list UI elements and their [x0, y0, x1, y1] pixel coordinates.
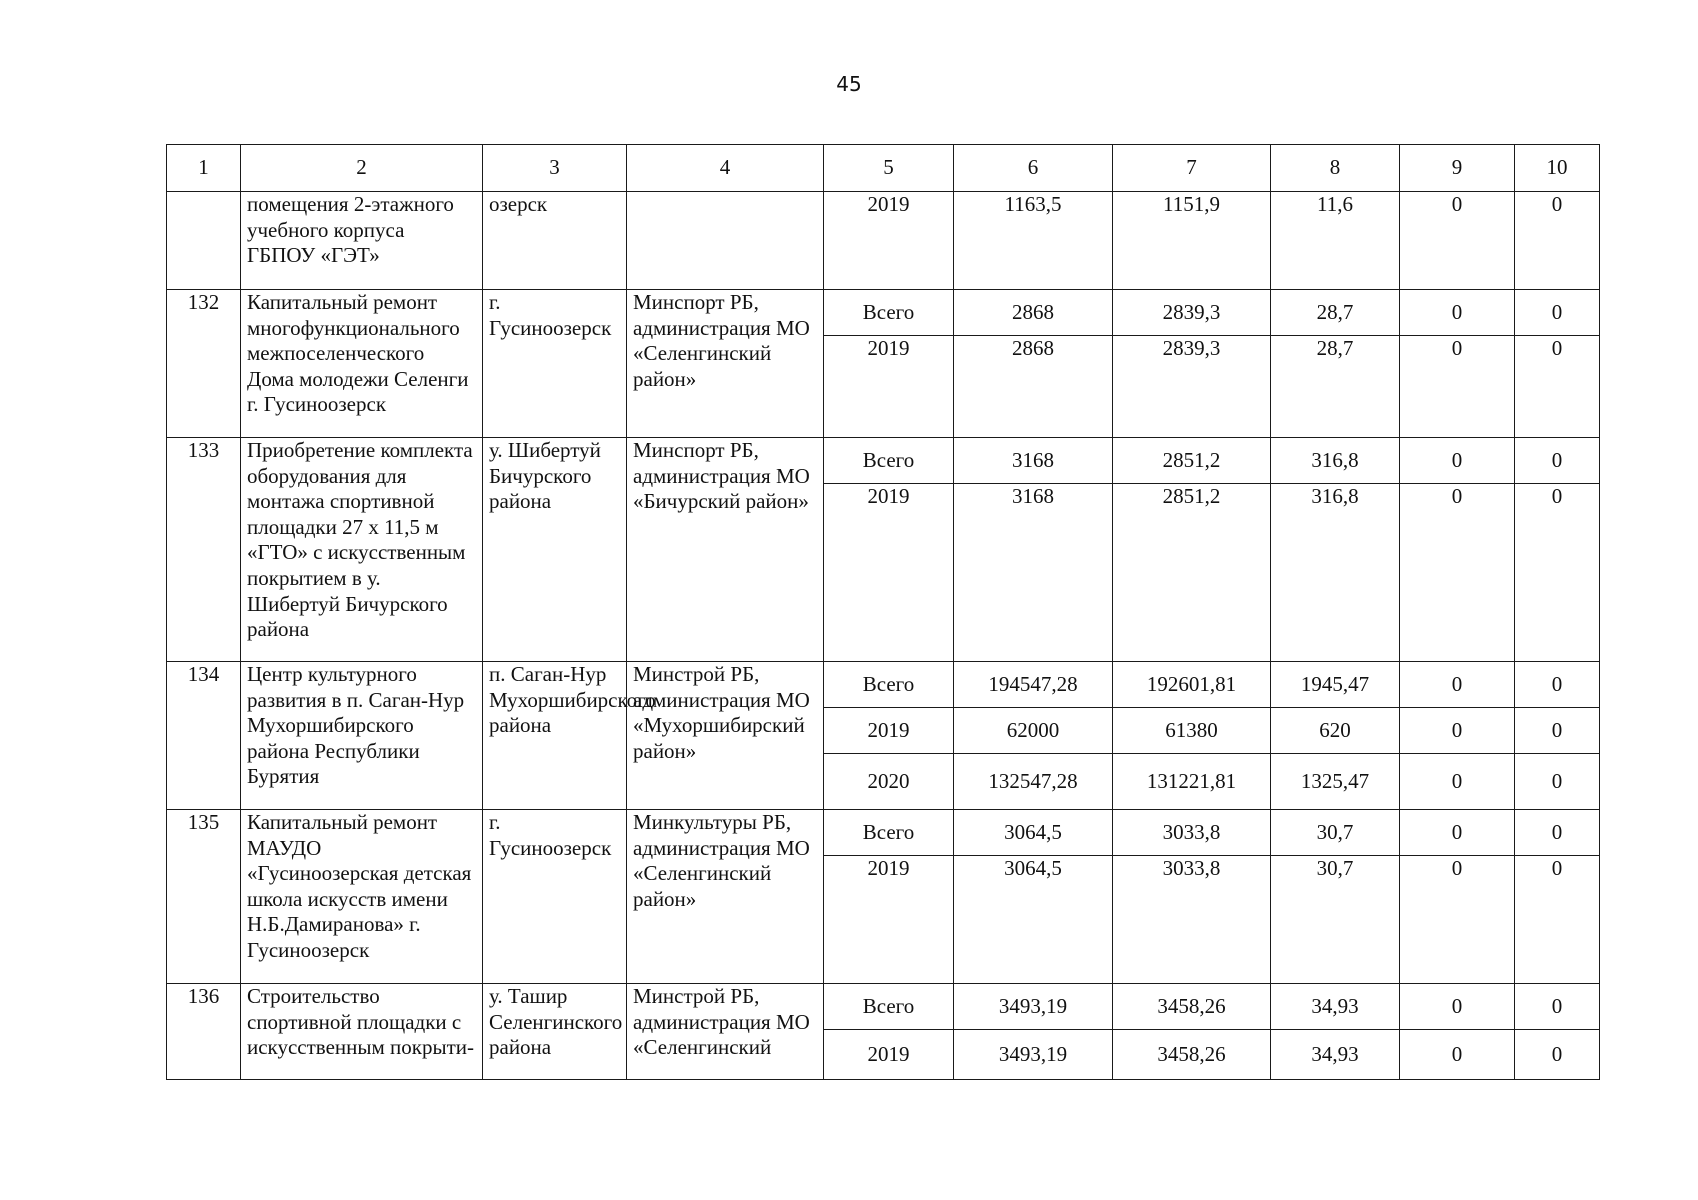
program-table	[166, 144, 1600, 1080]
value-cell: 0	[1515, 1030, 1600, 1080]
value-cell: 3168	[954, 438, 1113, 484]
header-row	[167, 145, 1600, 192]
value-cell: 131221,81	[1113, 754, 1271, 810]
period-cell: 2019	[824, 856, 954, 984]
value-cell: 0	[1400, 754, 1515, 810]
header-cell: 9	[1400, 145, 1515, 192]
period-cell: 2019	[824, 1030, 954, 1080]
value-cell: 1151,9	[1113, 192, 1271, 290]
continued-row	[167, 192, 1600, 290]
value-cell: 0	[1400, 438, 1515, 484]
value-cell: 0	[1400, 192, 1515, 290]
value-cell: 1325,47	[1271, 754, 1400, 810]
value-cell: 0	[1515, 192, 1600, 290]
header-cell: 8	[1271, 145, 1400, 192]
object-name-cell: Капитальный ремонт многофункционального межпоселенческого Дома молодежи Селенги г. Гусиноозерск	[241, 290, 483, 438]
page-number: 45	[836, 72, 862, 96]
row-number-cell	[167, 192, 241, 290]
value-cell: 0	[1515, 336, 1600, 438]
value-cell: 3458,26	[1113, 984, 1271, 1030]
row-number-cell: 133	[167, 438, 241, 662]
value-cell: 3493,19	[954, 984, 1113, 1030]
value-cell: 0	[1515, 984, 1600, 1030]
object-name-cell: помещения 2-этажного учебного корпуса ГБПОУ «ГЭТ»	[241, 192, 483, 290]
row-number-cell: 136	[167, 984, 241, 1080]
header-cell: 3	[483, 145, 627, 192]
header-cell: 1	[167, 145, 241, 192]
executor-cell	[627, 192, 824, 290]
executor-cell: Минспорт РБ, администрация МО «Селенгинский район»	[627, 290, 824, 438]
value-cell: 0	[1400, 708, 1515, 754]
location-cell: п. Саган-Нур Мухоршибирского района	[483, 662, 627, 810]
header-cell: 2	[241, 145, 483, 192]
value-cell: 0	[1400, 290, 1515, 336]
value-cell: 0	[1515, 810, 1600, 856]
period-cell: 2020	[824, 754, 954, 810]
header-cell: 5	[824, 145, 954, 192]
object-name-cell: Капитальный ремонт МАУДО «Гусиноозерская детская школа искусств имени Н.Б.Дамиранова» г. Гусиноозерск	[241, 810, 483, 984]
value-cell: 2839,3	[1113, 290, 1271, 336]
value-cell: 0	[1400, 662, 1515, 708]
period-cell: Всего	[824, 662, 954, 708]
row-number-cell: 132	[167, 290, 241, 438]
value-cell: 0	[1515, 484, 1600, 662]
value-cell: 30,7	[1271, 810, 1400, 856]
table-row	[167, 810, 1600, 856]
table-row	[167, 984, 1600, 1030]
value-cell: 3458,26	[1113, 1030, 1271, 1080]
value-cell: 2839,3	[1113, 336, 1271, 438]
value-cell: 28,7	[1271, 290, 1400, 336]
location-cell: озерск	[483, 192, 627, 290]
period-cell: Всего	[824, 438, 954, 484]
value-cell: 316,8	[1271, 484, 1400, 662]
value-cell: 30,7	[1271, 856, 1400, 984]
table-row	[167, 438, 1600, 484]
value-cell: 3033,8	[1113, 810, 1271, 856]
value-cell: 2868	[954, 336, 1113, 438]
period-cell: Всего	[824, 984, 954, 1030]
value-cell: 0	[1515, 708, 1600, 754]
executor-cell: Минстрой РБ, администрация МО «Мухоршибирский район»	[627, 662, 824, 810]
value-cell: 0	[1515, 438, 1600, 484]
value-cell: 0	[1400, 336, 1515, 438]
value-cell: 194547,28	[954, 662, 1113, 708]
value-cell: 62000	[954, 708, 1113, 754]
value-cell: 316,8	[1271, 438, 1400, 484]
value-cell: 0	[1400, 1030, 1515, 1080]
value-cell: 2851,2	[1113, 438, 1271, 484]
value-cell: 192601,81	[1113, 662, 1271, 708]
value-cell: 2851,2	[1113, 484, 1271, 662]
header-cell: 7	[1113, 145, 1271, 192]
value-cell: 3493,19	[954, 1030, 1113, 1080]
value-cell: 620	[1271, 708, 1400, 754]
value-cell: 11,6	[1271, 192, 1400, 290]
object-name-cell: Строительство спортивной площадки с искусственным покрыти-	[241, 984, 483, 1080]
value-cell: 3033,8	[1113, 856, 1271, 984]
table-row	[167, 290, 1600, 336]
period-cell: 2019	[824, 336, 954, 438]
location-cell: у. Ташир Селенгинского района	[483, 984, 627, 1080]
period-cell: 2019	[824, 192, 954, 290]
location-cell: г. Гусиноозерск	[483, 810, 627, 984]
value-cell: 1945,47	[1271, 662, 1400, 708]
value-cell: 132547,28	[954, 754, 1113, 810]
value-cell: 0	[1400, 856, 1515, 984]
period-cell: Всего	[824, 810, 954, 856]
header-cell: 4	[627, 145, 824, 192]
row-number-cell: 135	[167, 810, 241, 984]
header-cell: 10	[1515, 145, 1600, 192]
value-cell: 0	[1400, 484, 1515, 662]
value-cell: 61380	[1113, 708, 1271, 754]
value-cell: 3064,5	[954, 856, 1113, 984]
value-cell: 0	[1515, 856, 1600, 984]
executor-cell: Минспорт РБ, администрация МО «Бичурский район»	[627, 438, 824, 662]
value-cell: 0	[1400, 810, 1515, 856]
period-cell: 2019	[824, 484, 954, 662]
header-cell: 6	[954, 145, 1113, 192]
value-cell: 1163,5	[954, 192, 1113, 290]
value-cell: 2868	[954, 290, 1113, 336]
object-name-cell: Центр культурного развития в п. Саган-Нур Мухоршибирского района Республики Бурятия	[241, 662, 483, 810]
executor-cell: Минкультуры РБ, администрация МО «Селенгинский район»	[627, 810, 824, 984]
value-cell: 0	[1515, 662, 1600, 708]
location-cell: у. Шибертуй Бичурского района	[483, 438, 627, 662]
object-name-cell: Приобретение комплекта оборудования для монтажа спортивной площадки 27 х 11,5 м «ГТО» с искусственным покрытием в у. Шибертуй Бичурского района	[241, 438, 483, 662]
row-number-cell: 134	[167, 662, 241, 810]
period-cell: Всего	[824, 290, 954, 336]
value-cell: 3064,5	[954, 810, 1113, 856]
value-cell: 34,93	[1271, 984, 1400, 1030]
period-cell: 2019	[824, 708, 954, 754]
table-row	[167, 662, 1600, 708]
value-cell: 0	[1515, 290, 1600, 336]
value-cell: 0	[1400, 984, 1515, 1030]
location-cell: г. Гусиноозерск	[483, 290, 627, 438]
value-cell: 28,7	[1271, 336, 1400, 438]
value-cell: 34,93	[1271, 1030, 1400, 1080]
value-cell: 3168	[954, 484, 1113, 662]
value-cell: 0	[1515, 754, 1600, 810]
executor-cell: Минстрой РБ, администрация МО «Селенгинский	[627, 984, 824, 1080]
